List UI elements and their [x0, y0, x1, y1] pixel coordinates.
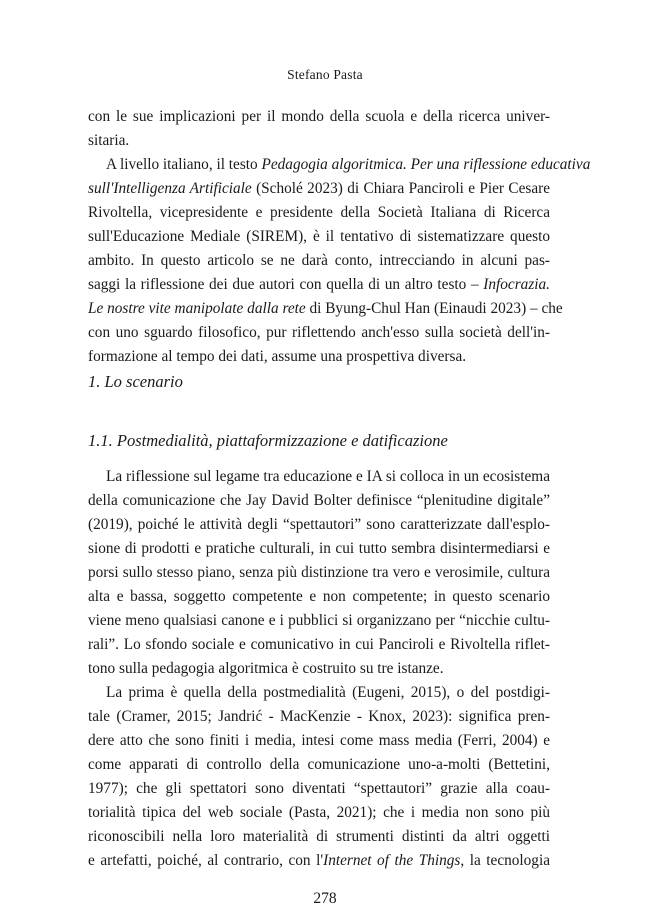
- book-title-italic: Pedagogia algoritmica. Per una riflessione educativa: [261, 156, 591, 173]
- text-line: [106, 155, 591, 175]
- text-line: Rivoltella, vicepresidente e presidente della Società Italiana di Ricerca: [88, 204, 550, 221]
- page-number: 278: [313, 890, 337, 907]
- text-line: viene meno qualsiasi canone e i pubblici si organizzano per “nicchie cultu-: [88, 612, 550, 629]
- text-line: torialità tipica del web sociale (Pasta, 2021); che i media non sono più: [88, 804, 550, 821]
- text-line: ambito. In questo articolo se ne darà conto, intrecciando in alcuni pas-: [88, 252, 550, 269]
- running-head: Stefano Pasta: [287, 67, 363, 82]
- text-line: La prima è quella della postmedialità (Eugeni, 2015), o del postdigi-: [106, 684, 550, 701]
- text-line: sull'Educazione Mediale (SIREM), è il tentativo di sistematizzare questo: [88, 228, 550, 245]
- text-line: rali”. Lo sfondo sociale e comunicativo in cui Panciroli e Rivoltella riflet-: [88, 636, 550, 653]
- text-line: riconoscibili nella loro materialità di strumenti distinti da altri oggetti: [88, 828, 550, 845]
- text-line: tono sulla pedagogia algoritmica è costruito su tre istanze.: [88, 660, 444, 677]
- text-line: (2019), poiché le attività degli “spettautori” sono caratterizzate dall'esplo-: [88, 516, 550, 533]
- text-span: e artefatti, poiché, al contrario, con l': [88, 852, 324, 869]
- text-line: [88, 179, 550, 199]
- term-italic: Internet of the Things: [323, 852, 461, 869]
- book-title-italic: sull'Intelligenza Artificiale: [88, 180, 252, 197]
- text-line: formazione al tempo dei dati, assume una prospettiva diversa.: [88, 348, 467, 365]
- subsection-heading: 1.1. Postmedialità, piattaformizzazione e datificazione: [88, 431, 448, 450]
- section-heading: 1. Lo scenario: [88, 372, 183, 391]
- text-line: [88, 851, 550, 871]
- text-line: con uno sguardo filosofico, pur riflettendo anch'esso sulla società dell'in-: [88, 324, 550, 341]
- text-line: della comunicazione che Jay David Bolter definisce “plenitudine digitale”: [88, 492, 550, 509]
- text-line: dere atto che sono finiti i media, intesi come mass media (Ferri, 2004) e: [88, 732, 550, 749]
- text-line: La riflessione sul legame tra educazione e IA si colloca in un ecosistema: [106, 468, 550, 485]
- text-line: [88, 299, 563, 319]
- text-span: , la tecnologia: [460, 852, 550, 869]
- text-line: sitaria.: [88, 132, 130, 149]
- text-line: come apparati di controllo della comunicazione uno-a-molti (Bettetini,: [88, 756, 550, 773]
- text-line: sione di prodotti e pratiche culturali, in cui tutto sembra disintermediarsi e: [88, 540, 550, 557]
- text-line: tale (Cramer, 2015; Jandrić - MacKenzie - Knox, 2023): significa pren-: [88, 708, 550, 725]
- text-line: [88, 275, 550, 295]
- text-line: porsi sullo stesso piano, senza più distinzione tra vero e verosimile, cultura: [88, 564, 550, 581]
- text-line: con le sue implicazioni per il mondo della scuola e della ricerca univer-: [88, 108, 550, 125]
- text-line: 1977); che gli spettatori sono diventati “spettautori” grazie alla coau-: [88, 780, 550, 797]
- text-span: di Byung-Chul Han (Einaudi 2023) – che: [305, 300, 563, 317]
- book-title-italic: Le nostre vite manipolate dalla rete: [88, 300, 306, 317]
- text-span: A livello italiano, il testo: [106, 156, 262, 173]
- text-span: saggi la riflessione dei due autori con quella di un altro testo –: [88, 276, 484, 293]
- text-line: alta e bassa, soggetto competente e non competente; in questo scenario: [88, 588, 550, 605]
- book-title-italic: Infocrazia.: [483, 276, 550, 293]
- text-span: (Scholé 2023) di Chiara Panciroli e Pier Cesare: [251, 180, 550, 197]
